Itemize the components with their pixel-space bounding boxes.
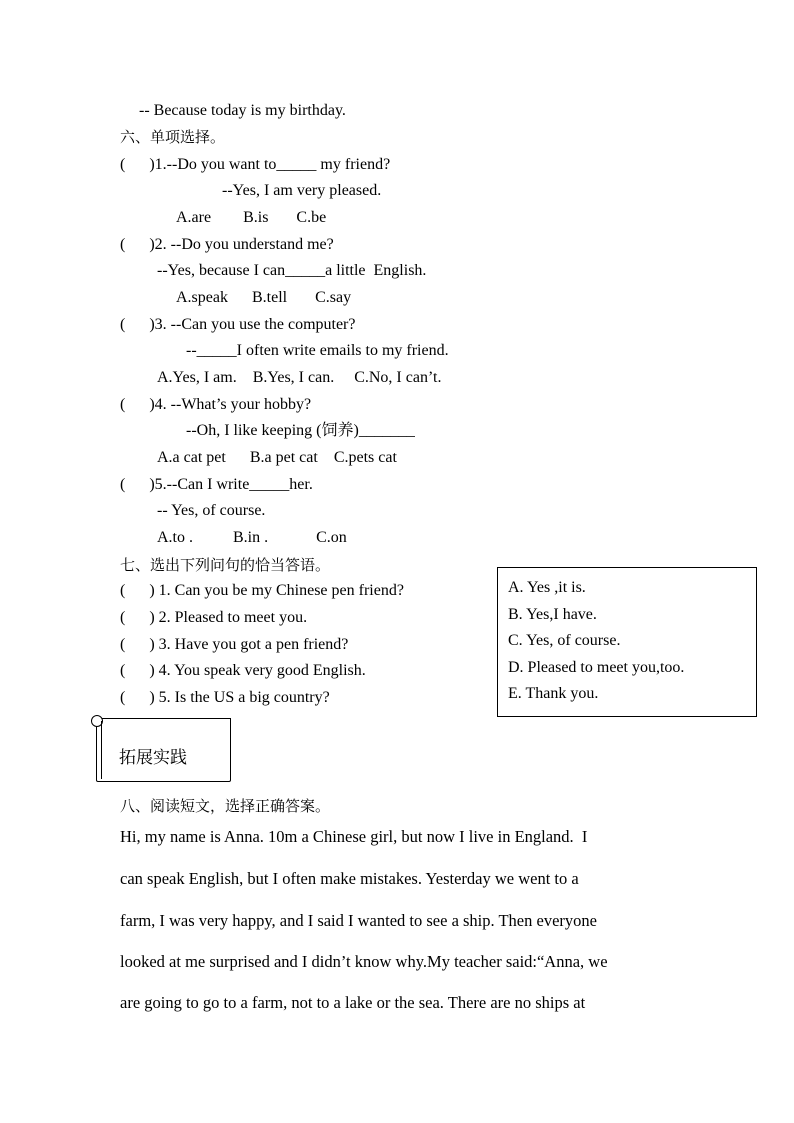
match-question: ( ) 5. Is the US a big country?	[120, 689, 330, 706]
match-question: ( ) 2. Pleased to meet you.	[120, 609, 308, 626]
q2-stem: ( )2. --Do you understand me?	[120, 236, 334, 253]
q5-reply: -- Yes, of course.	[157, 502, 266, 519]
passage-line: are going to go to a farm, not to a lake or the sea. There are no ships at	[120, 993, 586, 1012]
q2-options: A.speak B.tell C.say	[176, 289, 352, 306]
section-7-title: 七、选出下列问句的恰当答语。	[120, 556, 331, 574]
q4-stem: ( )4. --What’s your hobby?	[120, 396, 312, 413]
banner-label: 拓展实践	[119, 748, 187, 768]
match-question: ( ) 4. You speak very good English.	[120, 662, 366, 679]
passage-line: Hi, my name is Anna. 10m a Chinese girl, but now I live in England. I	[120, 827, 588, 846]
q5-options: A.to . B.in . C.on	[157, 529, 347, 546]
q1-reply: --Yes, I am very pleased.	[222, 182, 382, 199]
passage-line: farm, I was very happy, and I said I wanted to see a ship. Then everyone	[120, 911, 597, 930]
answer-option: C. Yes, of course.	[508, 632, 621, 649]
q1-options: A.are B.is C.be	[176, 209, 327, 226]
section-banner	[96, 718, 231, 782]
answer-option: E. Thank you.	[508, 685, 599, 702]
match-question: ( ) 3. Have you got a pen friend?	[120, 636, 349, 653]
q2-reply: --Yes, because I can_____a little English.	[157, 262, 427, 279]
q4-options: A.a cat pet B.a pet cat C.pets cat	[157, 449, 397, 466]
passage-line: can speak English, but I often make mistakes. Yesterday we went to a	[120, 869, 579, 888]
previous-answer: -- Because today is my birthday.	[139, 102, 346, 119]
passage-line: looked at me surprised and I didn’t know why.My teacher said:“Anna, we	[120, 952, 608, 971]
q5-stem: ( )5.--Can I write_____her.	[120, 476, 313, 493]
answer-options-box	[497, 567, 757, 717]
q3-options: A.Yes, I am. B.Yes, I can. C.No, I can’t.	[157, 369, 442, 386]
q3-reply: --_____I often write emails to my friend.	[186, 342, 449, 359]
answer-option: A. Yes ,it is.	[508, 579, 586, 596]
q4-reply: --Oh, I like keeping (饲养)_______	[186, 422, 415, 439]
match-question: ( ) 1. Can you be my Chinese pen friend?	[120, 582, 404, 599]
section-8-title: 八、阅读短文，选择正确答案。	[120, 797, 331, 815]
answer-option: D. Pleased to meet you,too.	[508, 659, 685, 676]
section-6-title: 六、单项选择。	[120, 128, 226, 146]
q1-stem: ( )1.--Do you want to_____ my friend?	[120, 156, 391, 173]
q3-stem: ( )3. --Can you use the computer?	[120, 316, 356, 333]
answer-option: B. Yes,I have.	[508, 606, 597, 623]
